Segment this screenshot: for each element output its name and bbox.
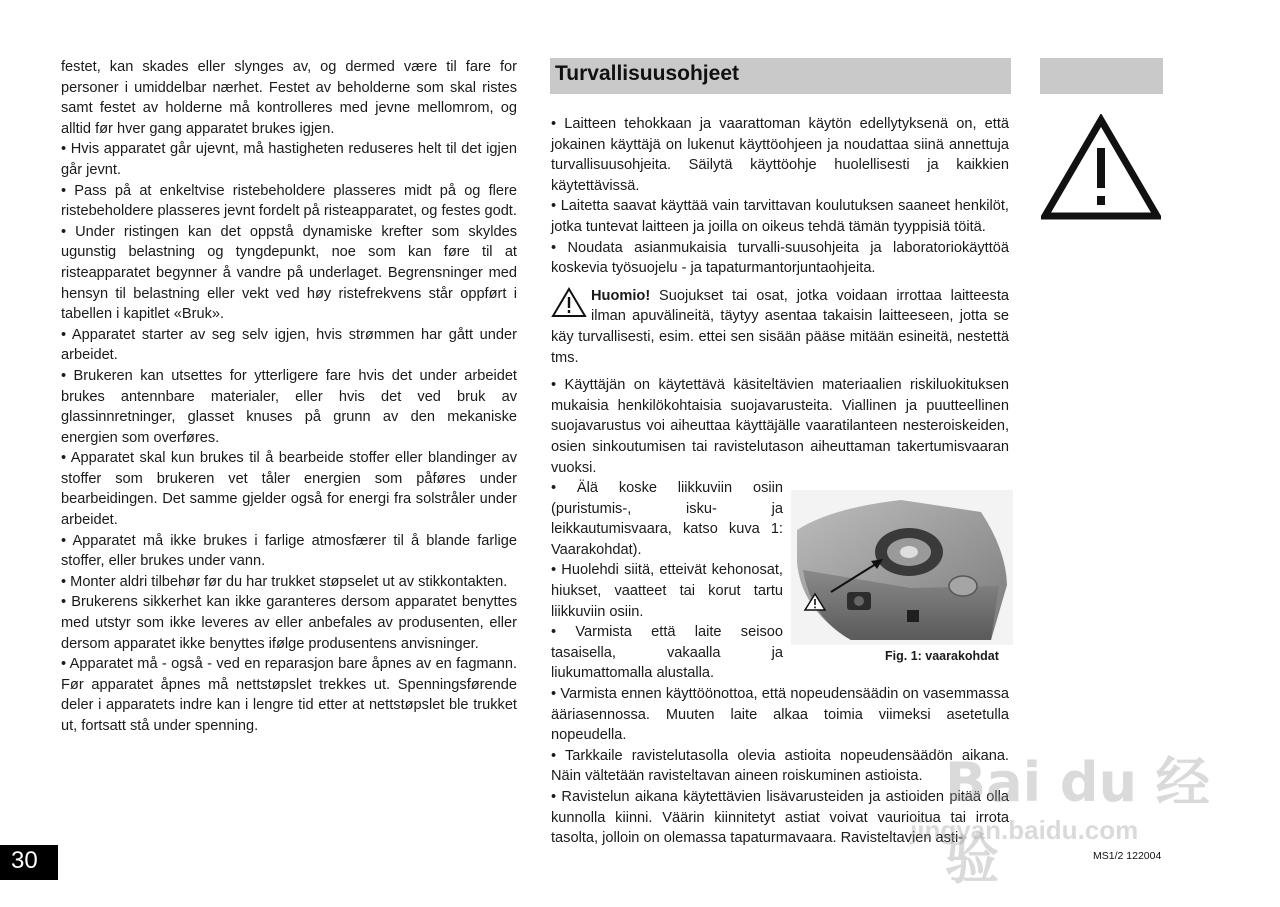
mid-paragraph: • Noudata asianmukaisia turvalli-suusohjeita ja laboratoriokäyttöä koskevia työsuojelu - ja tapaturmantorjuntaohjeita. (551, 239, 1009, 277)
left-paragraph: • Brukerens sikkerhet kan ikke garanteres dersom apparatet benyttes med utstyr som ikke leveres av eller anbefales av produsenten, eller dersom apparatet ikke benyttes ifølge produsentens anvisninger. (61, 594, 517, 652)
left-column (61, 57, 517, 737)
page-number: 30 (11, 847, 38, 874)
warning-note (551, 286, 1009, 368)
mid-paragraph: • Varmista että laite seisoo tasaisella, vakaalla ja liukumattomalla alustalla. (551, 624, 783, 682)
left-paragraph: • Pass på at enkeltvise ristebeholdere plasseres midt på og flere ristebeholdere plasseres jevnt fordelt på risteapparatet, og festes godt. (61, 182, 517, 220)
device-figure (791, 490, 1013, 645)
mid-paragraph: • Huolehdi siitä, etteivät kehonosat, hiukset, vaatteet tai korut tartu liikkuviin osiin. (551, 562, 783, 620)
middle-column (551, 114, 1009, 849)
mid-paragraph: • Tarkkaile ravistelutasolla olevia astioita nopeudensäädön aikana. Näin vältetään ravisteltavan aineen roiskuminen astioista. (551, 747, 1009, 785)
warning-text: Suojukset tai osat, jotka voidaan irrottaa laitteesta ilman apuvälineitä, täytyy asentaa takaisin laitteeseen, jotta se käy turvallisesti, esim. ettei sen sisään pääse mitään esineitä, nestettä tms. (551, 287, 1009, 366)
left-paragraph: • Brukeren kan utsettes for ytterligere fare hvis det under arbeidet brukes antennbare materialer, eller hvis det ved bruk av glassinnretninger, glasset knuses på grunn av den mekaniske energien som overføres. (61, 367, 517, 446)
mid-paragraph: • Ravistelun aikana käytettävien lisävarusteiden ja astioiden pitää olla kunnolla kiinni. Väärin kiinnitetyt astiat voivat vaurioitua tai irrota tasolta, jolloin on olemassa tapaturmavaara. Ravisteltavien asti- (551, 789, 1009, 847)
watermark-url: jingyan.baidu.com (910, 815, 1139, 845)
small-warning-icon (551, 286, 587, 318)
mid-paragraph: • Älä koske liikkuviin osiin (puristumis-, isku- ja leikkautumisvaara, katso kuva 1: Vaarakohdat). (551, 480, 783, 558)
right-header-bar (1040, 58, 1163, 94)
left-paragraph: festet, kan skades eller slynges av, og dermed være til fare for personer i umiddelbar nærhet. Festet av beholderne som skal ristes samt festet av holderne må kontrolleres med jevne mellomrom, og alltid før hver gang apparatet brukes igjen. (61, 59, 517, 137)
section-header-bar (550, 58, 1011, 94)
watermark-logo: Bai du 经验 (945, 751, 1210, 891)
warning-triangle-icon (1041, 114, 1161, 222)
mid-paragraph: • Käyttäjän on käytettävä käsiteltävien materiaalien riskiluokituksen mukaisia henkilökohtaisia suojavarusteita. Viallinen ja puutteellinen suojavarustus voi aiheuttaa käyttäjälle vaaratilanteen nesteroiskeiden, osien sinkoutumisen tai ravistelutason aiheuttaman takertumisvaaran vuoksi. (551, 377, 1009, 476)
warning-label: Huomio! (591, 287, 651, 304)
page-number-box (0, 845, 58, 880)
mid-paragraph: • Laitetta saavat käyttää vain tarvittavan koulutuksen saaneet henkilöt, jotka tuntevat laitteen ja joilla on oikeus tehdä tämän tyyppisiä töitä. (551, 198, 1009, 235)
left-paragraph: • Apparatet skal kun brukes til å bearbeide stoffer eller blandinger av stoffer som brukeren vet tåler energien som påføres under bearbeidingen. Det samme gjelder også for energi fra solstråler under arbeidet. (61, 450, 517, 529)
document-code: MS1/2 122004 (1093, 850, 1162, 862)
left-paragraph: • Apparatet starter av seg selv igjen, hvis strømmen har gått under arbeidet. (61, 326, 517, 364)
left-paragraph: • Apparatet må - også - ved en reparasjon bare åpnes av en fagmann. Før apparatet åpnes må nettstøpslet trekkes ut. Spenningsførende deler i apparatets indre kan i lengre tid etter at nettstøpslet ble trukket ut, fortsatt stå under spenning. (61, 656, 517, 734)
left-paragraph: • Monter aldri tilbehør før du har trukket støpselet ut av stikkontakten. (61, 573, 508, 590)
figure-caption: Fig. 1: vaarakohdat (885, 649, 999, 663)
left-paragraph: • Apparatet må ikke brukes i farlige atmosfærer til å blande farlige stoffer, eller brukes under vann. (61, 532, 517, 570)
mid-paragraph: • Laitteen tehokkaan ja vaarattoman käytön edellytyksenä on, että jokainen käyttäjä on lukenut käyttöohjeen ja noudattaa siinä annettuja turvallisuusohjeita. Säilytä käyttöohje huolellisesti ja kaikkien käytettävissä. (551, 116, 1009, 194)
mid-paragraph: • Varmista ennen käyttöönottoa, että nopeudensäädin on vasemmassa ääriasennossa. Muuten laite alkaa toimia viimeksi asetetulla nopeudella. (551, 686, 1009, 744)
left-paragraph: • Hvis apparatet går ujevnt, må hastigheten reduseres helt til det igjen går jevnt. (61, 141, 517, 178)
narrow-list (551, 478, 783, 684)
left-paragraph: • Under ristingen kan det oppstå dynamiske krefter som skyldes ugunstig belastning og tyngdepunkt, noe som kan føre til at risteapparatet begynner å vandre på underlaget. Begrensninger med hensyn til belastning eller vekt ved høy ristefrekvens står oppført i tabellen i kapitlet «Bruk». (61, 223, 517, 323)
section-title: Turvallisuusohjeet (555, 62, 739, 85)
